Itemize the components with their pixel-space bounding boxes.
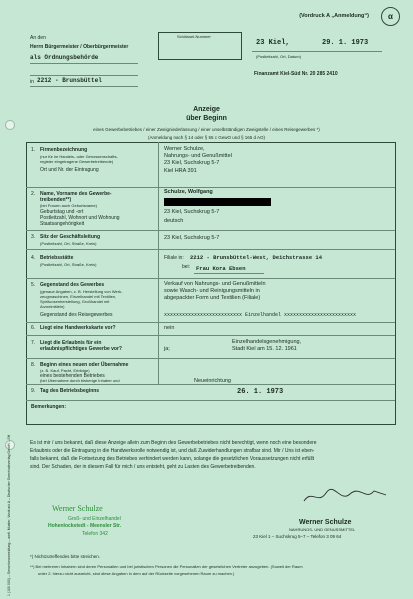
row-2-number: 2.	[31, 191, 36, 197]
address-prefix: in	[30, 79, 34, 85]
row-2-extra2: Postleitzahl, Wohnort und Wohnung	[40, 215, 120, 221]
row-5-note1: (genaue Angaben, z. B. Herstellung von Werk-	[40, 289, 123, 294]
row-9-label: Tag des Betriebsbeginns	[40, 388, 100, 394]
row-4-value2: Frau Kora Ebsen	[196, 265, 246, 272]
row-6-value1: nein	[164, 325, 175, 331]
title-anzeige: Anzeige	[193, 106, 220, 113]
sender-address: 23 Kiel 1 – Suchskrug 5–7 – Telefon 3 09 64	[253, 534, 342, 539]
title-beginn: über Beginn	[186, 115, 227, 122]
footnote-1: *) Nichtzutreffendes bitte streichen.	[30, 554, 100, 559]
footnote-3: unter 2. hierzu nicht ausreicht, sind diese Angaben in dem auf der Rückseite vorgesehenen Raum zu machen.)	[38, 571, 235, 576]
place-date-caption: (Postleitzahl, Ort, Datum)	[256, 54, 301, 59]
stamp-line3: Hohenlockstedt - Meensler Str.	[48, 523, 122, 529]
signature	[300, 485, 390, 507]
row-4-value1: 2212 - Brunsbüttel-West, Deichstrasse 14	[190, 254, 323, 261]
sender-subline: NAHRUNGS- UND GENUSSMITTEL	[289, 527, 356, 532]
row-3-label: Sitz der Geschäftsleitung	[40, 234, 101, 240]
row-7-value1: Einzelhandelsgenehmigung,	[232, 339, 302, 345]
row-5-note4: Arzneimitteln)	[40, 304, 65, 309]
address-line2: Herrn Bürgermeister / Oberbürgermeister	[30, 44, 129, 50]
row-8-value1: Neueinrichtung	[194, 378, 231, 384]
footer-line4: sind. Der Schaden, der in diesem Fall für mich / uns entsteht, geht zu Lasten des Gewerbetreibenden.	[30, 464, 256, 470]
row-1-value4: Kiel HRA 391	[164, 168, 197, 174]
form-reference: (Vordruck A „Anmeldung“)	[299, 13, 369, 19]
row-1-note2: register eingetragene Gewerbetreibende)	[40, 159, 114, 164]
address-line3: als Ordnungsbehörde	[30, 54, 99, 61]
row-2-value4: deutsch	[164, 218, 184, 224]
row-7-value-prefix: ja;	[164, 346, 170, 352]
row-1-number: 1.	[31, 147, 36, 153]
sender-name: Werner Schulze	[299, 519, 352, 526]
row-9-value1: 26. 1. 1973	[237, 388, 284, 396]
remarks-label: Bemerkungen:	[31, 404, 67, 410]
address-city: 2212 - Brunsbüttel	[37, 77, 102, 84]
row-2-value3: 23 Kiel, Suchskrug 5-7	[164, 209, 220, 215]
row-5-note2: zeugmaschinen, Einzelhandel mit Textilien,	[40, 294, 117, 299]
footer-line2: Erlaubnis oder die Eintragung in die Handwerksrolle notwendig ist, und daß Zuwiderhandlungen strafbar sind. Mir / Uns ist eben-	[30, 448, 315, 454]
row-8-extra: eines bestehenden Betriebes	[40, 373, 105, 379]
side-print-info: 1 (100 000) – Gewerbeanmeldung – amtl. Muster, Vordruck A – Deutscher Gemeindeverlag GmbH – SH	[7, 434, 11, 596]
row-3-note1: (Postleitzahl, Ort, Straße, Kreis)	[40, 241, 97, 246]
row-4-label: Betriebsstätte	[40, 255, 74, 261]
row-1-label: Firmenbezeichnung	[40, 147, 88, 153]
row-7-label: Liegt die Erlaubnis für ein	[40, 340, 102, 346]
place: 23 Kiel,	[256, 39, 290, 47]
row-9-number: 9.	[31, 388, 36, 394]
row-8-number: 8.	[31, 362, 36, 368]
row-2-label: Name, Vorname des Gewerbe-	[40, 191, 112, 197]
row-1-value2: Nahrungs- und Genußmittel	[164, 153, 232, 159]
row-2-label2: treibenden**)	[40, 197, 72, 203]
row-4-note1: (Postleitzahl, Ort, Straße, Kreis)	[40, 262, 97, 267]
form-badge: α	[381, 7, 400, 26]
row-6-number: 6.	[31, 325, 36, 331]
row-2-extra3: Staatsangehörigkeit	[40, 221, 85, 227]
row-3-value1: 23 Kiel, Suchskrug 5-7	[164, 235, 220, 241]
subtitle-types: eines Gewerbebetriebes / einer Zweigniederlassung / einer unselbständigen Zweigstelle / eines Reisegewerbes *)	[93, 127, 320, 132]
tax-office: Finanzamt Kiel-Süd Nr. 20 285 2410	[254, 71, 338, 77]
row-5-note3: Spirituosenherstellung, Großhandel mit	[40, 299, 110, 304]
row-5-value4: xxxxxxxxxxxxxxxxxxxxxxxxxx Einzelhandel xxxxxxxxxxxxxxxxxxxxxxxx	[164, 312, 357, 318]
row-1-note1: (nur für im Handels- oder Genossenschafts-	[40, 154, 118, 159]
row-1-value3: 23 Kiel, Suchskrug 5-7	[164, 160, 220, 166]
row-5-number: 5.	[31, 282, 36, 288]
address-line1: An den	[30, 35, 46, 41]
row-8-note1: (z. B. Kauf, Pacht, Erbfolge)	[40, 368, 90, 373]
row-4-number: 4.	[31, 255, 36, 261]
row-1-extra: Ort und Nr. der Eintragung	[40, 167, 99, 173]
footnote-2: **) Bei mehreren Inhabern sind deren Personalien und bei juristischen Personen die Personalien der gesetzlichen Vertreter anzugeben. (Soweit der Raum	[30, 564, 303, 569]
row-8-note2: (bei Übernahme durch bisherige Inhaber und	[40, 378, 120, 383]
stamp-line2: Groß- und Einzelhandel	[68, 516, 121, 522]
redacted-birth-data	[164, 198, 271, 206]
row-7-value2: Stadt Kiel am 15. 12. 1961	[232, 346, 297, 352]
row-1-value1: Werner Schulze,	[164, 146, 205, 152]
footer-line3: falls bekannt, daß die Fortsetzung des Betriebes verhindert werden kann, solange die gesetzlichen Voraussetzungen nicht erfüllt	[30, 456, 315, 462]
row-6-label: Liegt eine Handwerkskarte vor?	[40, 325, 116, 331]
row-4-bei: bei:	[182, 264, 191, 270]
row-7-label2: erlaubnispflichtiges Gewerbe vor?	[40, 346, 122, 352]
row-4-value-prefix: Filiale in:	[164, 255, 184, 261]
row-2-note1: (bei Frauen auch Geburtsname)	[40, 203, 97, 208]
stamp-line1: Werner Schulze	[52, 504, 103, 513]
row-5-extra: Gegenstand des Reisegewerbes	[40, 312, 113, 318]
row-3-number: 3.	[31, 234, 36, 240]
row-2-extra: Geburtstag und -ort	[40, 209, 84, 215]
key-number-label: Schlüssel-Nummer	[177, 34, 211, 39]
row-5-value3: abgepackter Form und Textilien (Filiale)	[164, 295, 261, 301]
row-7-number: 7.	[31, 340, 36, 346]
row-5-label: Gegenstand des Gewerbes	[40, 282, 105, 288]
date: 29. 1. 1973	[322, 39, 369, 47]
subtitle-law: (Anmeldung nach § 14 oder § 55 c GewO und § 165 d AO)	[147, 135, 266, 140]
footer-line1: Es ist mir / uns bekannt, daß diese Anzeige allein zum Beginn des Gewerbebetriebes nicht berechtigt, wenn noch eine besondere	[30, 440, 317, 446]
row-5-value1: Verkauf von Nahrungs- und Genußmitteln	[164, 281, 266, 287]
row-5-value2: sowie Wasch- und Reinigungsmitteln in	[164, 288, 260, 294]
row-8-label: Beginn eines neuen oder Übernahme	[40, 362, 129, 368]
stamp-line4: Telefon 342	[82, 531, 108, 537]
row-2-value1: Schulze, Wolfgang	[164, 189, 213, 195]
